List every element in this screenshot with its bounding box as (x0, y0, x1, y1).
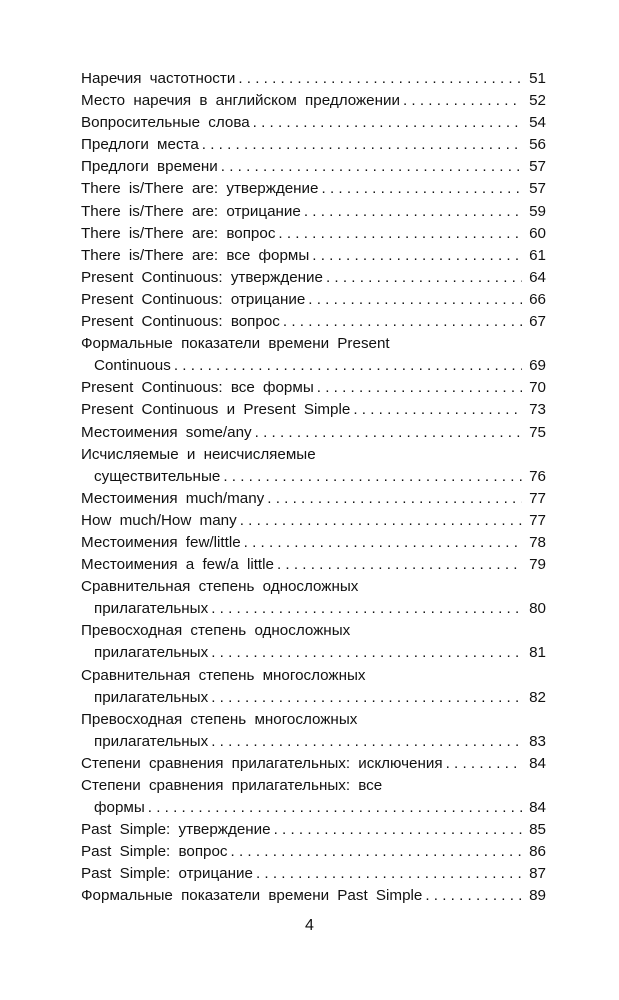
toc-title: Предлоги времени (81, 158, 218, 176)
toc-entry[interactable] (81, 665, 546, 709)
dot-leader (403, 90, 522, 112)
dot-leader (308, 289, 522, 311)
dot-leader (446, 753, 522, 775)
toc-entry[interactable] (81, 245, 546, 267)
toc-page-number: 69 (529, 357, 546, 375)
toc-entry[interactable] (81, 156, 546, 178)
toc-page-number: 77 (529, 511, 546, 529)
toc-page-number: 57 (529, 158, 546, 176)
toc-page-number: 80 (529, 600, 546, 618)
dot-leader (278, 223, 522, 245)
dot-leader (223, 466, 522, 488)
dot-leader (255, 422, 522, 444)
dot-leader (283, 311, 522, 333)
toc-page-number: 84 (529, 754, 546, 772)
toc-entry[interactable] (81, 377, 546, 399)
toc-page-number: 81 (529, 644, 546, 662)
toc-page-number: 52 (529, 92, 546, 110)
toc-title: Местоимения some/any (81, 423, 252, 441)
toc-title: Исчисляемые и неисчисляемые (81, 445, 316, 463)
toc-page-number: 51 (529, 70, 546, 87)
toc-page-number: 54 (529, 114, 546, 132)
toc-title: Past Simple: отрицание (81, 865, 253, 883)
toc-entry[interactable] (81, 819, 546, 841)
toc-title: Present Continuous и Present Simple (81, 401, 351, 419)
toc-entry[interactable] (81, 178, 546, 200)
toc-entry[interactable] (81, 620, 546, 664)
toc-entry[interactable] (81, 510, 546, 532)
toc-title: Past Simple: вопрос (81, 843, 228, 861)
toc-title: Вопросительные слова (81, 114, 250, 132)
toc-title-continuation: Continuous (94, 357, 171, 375)
toc-title: There is/There are: утверждение (81, 180, 319, 198)
toc-entry[interactable] (81, 709, 546, 753)
dot-leader (304, 201, 522, 223)
toc-entry[interactable] (81, 90, 546, 112)
toc-page-number: 87 (529, 865, 546, 883)
dot-leader (353, 399, 522, 421)
toc-title-continuation: прилагательных (94, 644, 209, 662)
toc-title: Местоимения few/little (81, 533, 241, 551)
toc-page-number: 61 (529, 246, 546, 264)
toc-entry[interactable] (81, 863, 546, 885)
toc-page-number: 79 (529, 556, 546, 574)
toc-entry[interactable] (81, 554, 546, 576)
toc-entry[interactable] (81, 289, 546, 311)
toc-page-number: 70 (529, 379, 546, 397)
dot-leader (317, 377, 522, 399)
dot-leader (202, 134, 522, 156)
dot-leader (253, 112, 522, 134)
toc-entry[interactable] (81, 532, 546, 554)
toc-page-number: 77 (529, 489, 546, 507)
toc-title: Present Continuous: все формы (81, 379, 314, 397)
toc-title-continuation: прилагательных (94, 600, 209, 618)
toc-entry[interactable] (81, 333, 546, 377)
toc-title: Место наречия в английском предложении (81, 92, 400, 110)
dot-leader (174, 355, 522, 377)
toc-title: Формальные показатели времени Past Simple (81, 887, 423, 905)
dot-leader (238, 68, 522, 90)
dot-leader (148, 797, 522, 819)
toc-title: Степени сравнения прилагательных: исключения (81, 754, 443, 772)
dot-leader (244, 532, 522, 554)
dot-leader (221, 156, 522, 178)
toc-page-number: 73 (529, 401, 546, 419)
toc-page-number: 84 (529, 799, 546, 817)
toc-page-number: 75 (529, 423, 546, 441)
toc-page-number: 86 (529, 843, 546, 861)
toc-title-continuation: существительные (94, 467, 221, 485)
toc-page-number: 83 (529, 732, 546, 750)
toc-entry[interactable] (81, 753, 546, 775)
dot-leader (425, 885, 522, 907)
dot-leader (211, 598, 522, 620)
toc-entry[interactable] (81, 201, 546, 223)
toc-title: Предлоги места (81, 136, 199, 154)
toc-title: Present Continuous: утверждение (81, 268, 323, 286)
toc-title: Present Continuous: отрицание (81, 290, 306, 308)
toc-page-number: 78 (529, 533, 546, 551)
toc-entry[interactable] (81, 399, 546, 421)
toc-entry[interactable] (81, 223, 546, 245)
dot-leader (326, 267, 522, 289)
toc-page-number: 76 (529, 467, 546, 485)
toc-title-continuation: прилагательных (94, 688, 209, 706)
toc-title: Превосходная степень многосложных (81, 710, 358, 728)
table-of-contents (81, 68, 546, 908)
toc-title: Сравнительная степень односложных (81, 578, 359, 596)
toc-title: Present Continuous: вопрос (81, 313, 280, 331)
toc-entry[interactable] (81, 576, 546, 620)
dot-leader (211, 731, 522, 753)
toc-page-number: 64 (529, 268, 546, 286)
toc-title: Местоимения a few/a little (81, 556, 274, 574)
toc-entry[interactable] (81, 444, 546, 488)
toc-entry[interactable] (81, 775, 546, 819)
toc-page-number: 67 (529, 313, 546, 331)
toc-entry[interactable] (81, 422, 546, 444)
toc-entry[interactable] (81, 311, 546, 333)
toc-page-number: 82 (529, 688, 546, 706)
dot-leader (322, 178, 523, 200)
toc-title: Формальные показатели времени Present (81, 335, 390, 353)
toc-entry[interactable] (81, 885, 546, 907)
dot-leader (256, 863, 522, 885)
toc-title: How much/How many (81, 511, 237, 529)
toc-title: There is/There are: все формы (81, 246, 310, 264)
toc-title: Степени сравнения прилагательных: все (81, 777, 383, 794)
dot-leader (211, 642, 522, 664)
toc-title-continuation: прилагательных (94, 732, 209, 750)
page-number: 4 (305, 917, 314, 934)
toc-title: Местоимения much/many (81, 489, 265, 507)
toc-page-number: 85 (529, 821, 546, 839)
toc-title-continuation: формы (94, 799, 145, 817)
toc-title: There is/There are: отрицание (81, 202, 301, 220)
toc-page-number: 56 (529, 136, 546, 154)
toc-page-number: 59 (529, 202, 546, 220)
toc-title: Наречия частотности (81, 70, 236, 87)
toc-entry[interactable] (81, 68, 546, 90)
dot-leader (211, 687, 522, 709)
toc-entry[interactable] (81, 112, 546, 134)
toc-title: Сравнительная степень многосложных (81, 666, 366, 684)
dot-leader (267, 488, 522, 510)
toc-entry[interactable] (81, 134, 546, 156)
dot-leader (277, 554, 522, 576)
dot-leader (274, 819, 522, 841)
toc-page-number: 57 (529, 180, 546, 198)
dot-leader (240, 510, 522, 532)
toc-page-number: 60 (529, 224, 546, 242)
toc-page-number: 66 (529, 290, 546, 308)
toc-entry[interactable] (81, 841, 546, 863)
toc-title: There is/There are: вопрос (81, 224, 276, 242)
toc-title: Превосходная степень односложных (81, 622, 351, 640)
dot-leader (312, 245, 522, 267)
toc-entry[interactable] (81, 488, 546, 510)
toc-entry[interactable] (81, 267, 546, 289)
dot-leader (231, 841, 522, 863)
toc-title: Past Simple: утверждение (81, 821, 271, 839)
toc-page-number: 89 (529, 887, 546, 905)
